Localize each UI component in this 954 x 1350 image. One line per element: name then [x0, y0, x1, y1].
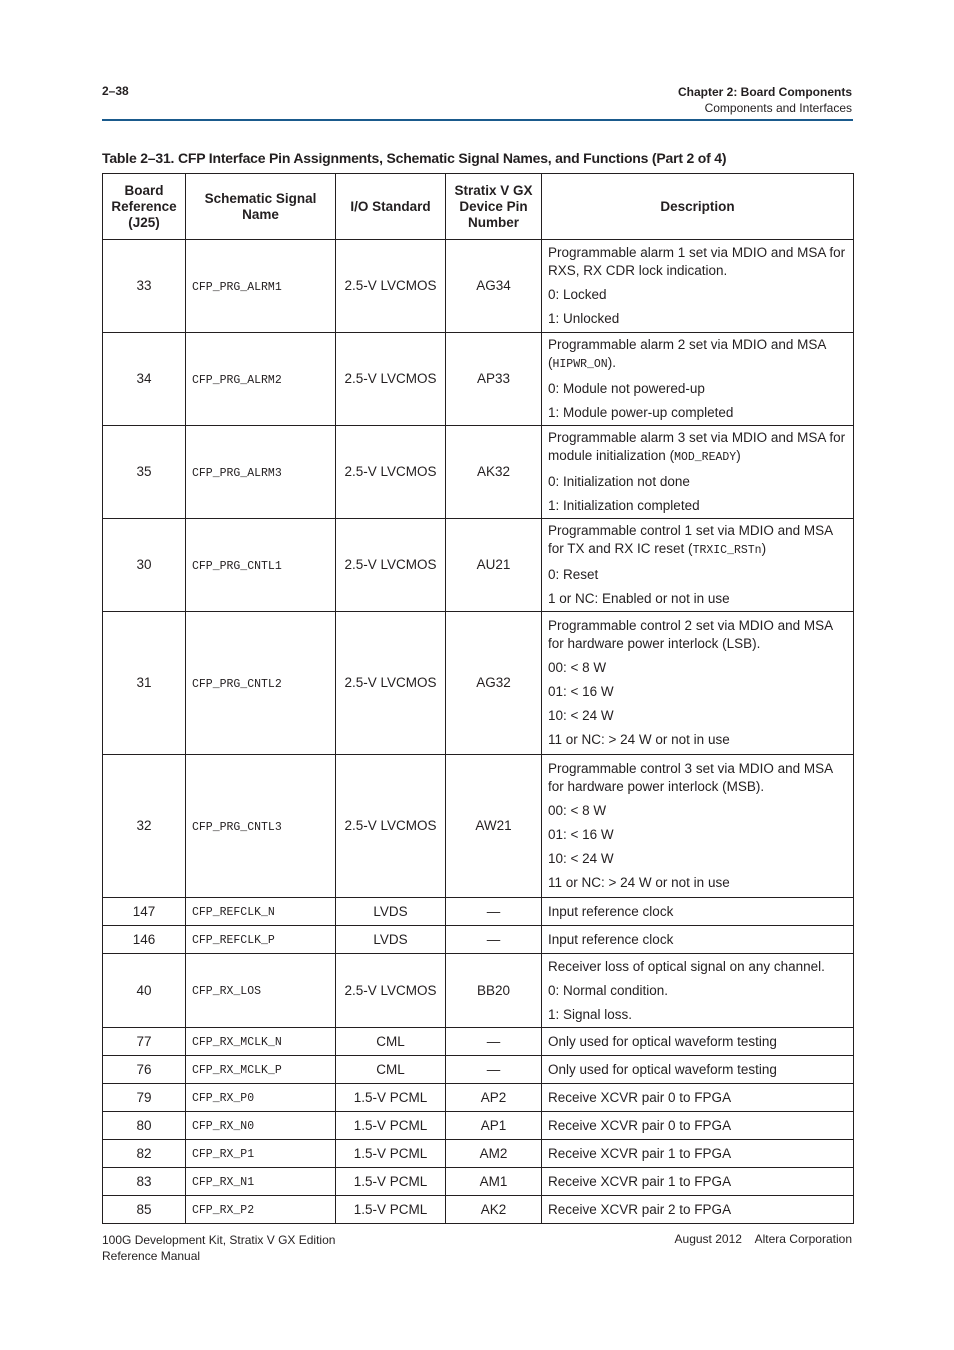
description-line [548, 404, 849, 422]
description-text: 10: < 24 W [548, 851, 614, 866]
description-line [548, 1058, 849, 1082]
description-text: Programmable control 1 set via MDIO and MSA for TX and RX IC reset ( [548, 523, 833, 556]
description-text: Only used for optical waveform testing [548, 1061, 777, 1077]
col-header-io-standard: I/O Standard [336, 174, 446, 240]
board-reference-cell: 80 [103, 1112, 186, 1140]
device-pin-cell: AG32 [446, 612, 542, 755]
io-standard-cell: 2.5-V LVCMOS [336, 240, 446, 333]
table-caption: Table 2–31. CFP Interface Pin Assignments, Schematic Signal Names, and Functions (Part 2 of 4) [102, 150, 727, 166]
device-pin-cell: AK2 [446, 1196, 542, 1224]
io-standard-cell: 1.5-V PCML [336, 1140, 446, 1168]
signal-name-cell: CFP_RX_MCLK_P [186, 1056, 336, 1084]
description-text: Input reference clock [548, 931, 674, 947]
table-row [103, 954, 854, 1028]
signal-name-cell: CFP_RX_MCLK_N [186, 1028, 336, 1056]
description-line [548, 928, 849, 952]
col-header-signal-name: Schematic Signal Name [186, 174, 336, 240]
description-text: 00: < 8 W [548, 660, 607, 675]
io-standard-cell: 2.5-V LVCMOS [336, 755, 446, 898]
board-reference-cell: 40 [103, 954, 186, 1028]
signal-name-cell: CFP_RX_N0 [186, 1112, 336, 1140]
footer-title-line2: Reference Manual [102, 1249, 201, 1263]
description-text: ) [761, 541, 767, 556]
signal-name-cell: CFP_RX_P0 [186, 1084, 336, 1112]
board-reference-cell: 79 [103, 1084, 186, 1112]
footer-document-title [102, 1232, 335, 1264]
table-row [103, 1056, 854, 1084]
description-line [548, 850, 849, 868]
table-row [103, 898, 854, 926]
description-cell [542, 519, 854, 612]
signal-name-cell: CFP_RX_P2 [186, 1196, 336, 1224]
description-cell [542, 954, 854, 1028]
table-row [103, 1168, 854, 1196]
description-text: 1: Initialization completed [548, 498, 700, 513]
description-line [548, 429, 849, 467]
footer-date: August 2012 [674, 1232, 742, 1246]
description-cell [542, 926, 854, 954]
table-row [103, 333, 854, 426]
device-pin-cell: AU21 [446, 519, 542, 612]
description-text: Receive XCVR pair 0 to FPGA [548, 1117, 732, 1133]
description-text: 0: Normal condition. [548, 982, 669, 998]
description-text: Receive XCVR pair 2 to FPGA [548, 1201, 732, 1217]
board-reference-cell: 82 [103, 1140, 186, 1168]
description-line [548, 522, 849, 560]
table-body [103, 240, 854, 1224]
description-cell [542, 1140, 854, 1168]
description-line [548, 731, 849, 749]
io-standard-cell: LVDS [336, 898, 446, 926]
device-pin-cell: AP33 [446, 333, 542, 426]
table-row [103, 426, 854, 519]
description-cell [542, 1028, 854, 1056]
signal-name-cell: CFP_PRG_CNTL1 [186, 519, 336, 612]
header-rule [102, 119, 853, 121]
signal-code: HIPWR_ON [552, 358, 608, 371]
table-header-row [103, 174, 854, 240]
description-line [548, 590, 849, 608]
description-text: ) [736, 448, 741, 463]
description-cell [542, 1056, 854, 1084]
footer-title-line1: 100G Development Kit, Stratix V GX Edition [102, 1233, 336, 1247]
description-cell [542, 333, 854, 426]
board-reference-cell: 147 [103, 898, 186, 926]
description-cell [542, 898, 854, 926]
description-line [548, 310, 849, 328]
io-standard-cell: 1.5-V PCML [336, 1196, 446, 1224]
table-row [103, 926, 854, 954]
description-line [548, 958, 849, 976]
device-pin-cell: AM1 [446, 1168, 542, 1196]
description-line [548, 1114, 849, 1138]
description-cell [542, 1084, 854, 1112]
description-line [548, 1086, 849, 1110]
description-line [548, 659, 849, 677]
description-text: 10: < 24 W [548, 708, 614, 723]
description-line [548, 826, 849, 844]
description-line [548, 1198, 849, 1222]
table-row [103, 240, 854, 333]
board-reference-cell: 34 [103, 333, 186, 426]
description-line [548, 1170, 849, 1194]
description-cell [542, 1112, 854, 1140]
board-reference-cell: 32 [103, 755, 186, 898]
description-cell [542, 755, 854, 898]
description-text: 1: Module power-up completed [548, 405, 734, 420]
description-line [548, 497, 849, 515]
description-text: Receive XCVR pair 1 to FPGA [548, 1145, 732, 1161]
signal-name-cell: CFP_REFCLK_P [186, 926, 336, 954]
signal-name-cell: CFP_PRG_CNTL2 [186, 612, 336, 755]
description-text: 0: Module not powered-up [548, 381, 705, 396]
io-standard-cell: 2.5-V LVCMOS [336, 426, 446, 519]
signal-code: TRXIC_RSTn [692, 544, 762, 557]
pin-assignment-table [102, 173, 854, 1224]
description-text: Programmable alarm 2 set via MDIO and MSA ( [548, 337, 826, 370]
device-pin-cell: — [446, 1028, 542, 1056]
section-title: Components and Interfaces [704, 101, 852, 115]
signal-name-cell: CFP_PRG_ALRM2 [186, 333, 336, 426]
description-text: 0: Reset [548, 567, 599, 582]
description-text: Programmable alarm 1 set via MDIO and MSA for RXS, RX CDR lock indication. [548, 245, 846, 278]
description-text: Only used for optical waveform testing [548, 1033, 777, 1049]
col-header-board-reference: Board Reference (J25) [103, 174, 186, 240]
description-line [548, 617, 849, 653]
table-row [103, 1028, 854, 1056]
io-standard-cell: 2.5-V LVCMOS [336, 612, 446, 755]
description-line [548, 982, 849, 1000]
board-reference-cell: 77 [103, 1028, 186, 1056]
table-row [103, 1140, 854, 1168]
board-reference-cell: 76 [103, 1056, 186, 1084]
running-header [678, 84, 852, 116]
device-pin-cell: BB20 [446, 954, 542, 1028]
io-standard-cell: LVDS [336, 926, 446, 954]
description-line [548, 874, 849, 892]
signal-name-cell: CFP_PRG_ALRM3 [186, 426, 336, 519]
description-text: 0: Initialization not done [548, 474, 690, 489]
board-reference-cell: 31 [103, 612, 186, 755]
description-line [548, 244, 849, 280]
description-line [548, 1030, 849, 1054]
table-row [103, 755, 854, 898]
description-text: ). [607, 355, 616, 370]
description-text: 1 or NC: Enabled or not in use [548, 591, 730, 606]
device-pin-cell: — [446, 926, 542, 954]
io-standard-cell: 1.5-V PCML [336, 1084, 446, 1112]
device-pin-cell: — [446, 898, 542, 926]
description-text: Receive XCVR pair 1 to FPGA [548, 1173, 732, 1189]
chapter-title: Chapter 2: Board Components [677, 85, 852, 99]
table-row [103, 1112, 854, 1140]
description-text: Programmable alarm 3 set via MDIO and MSA for module initialization ( [548, 430, 846, 463]
description-text: 01: < 16 W [548, 827, 614, 842]
signal-name-cell: CFP_RX_LOS [186, 954, 336, 1028]
board-reference-cell: 85 [103, 1196, 186, 1224]
description-line [548, 1006, 849, 1024]
description-cell [542, 240, 854, 333]
signal-name-cell: CFP_RX_N1 [186, 1168, 336, 1196]
io-standard-cell: 2.5-V LVCMOS [336, 333, 446, 426]
description-line [548, 707, 849, 725]
description-text: 0: Locked [548, 287, 607, 302]
footer-publisher [675, 1232, 852, 1246]
device-pin-cell: AK32 [446, 426, 542, 519]
col-header-device-pin: Stratix V GX Device Pin Number [446, 174, 542, 240]
device-pin-cell: AP2 [446, 1084, 542, 1112]
description-line [548, 473, 849, 491]
board-reference-cell: 33 [103, 240, 186, 333]
board-reference-cell: 83 [103, 1168, 186, 1196]
description-text: 1: Signal loss. [548, 1006, 633, 1022]
col-header-description: Description [542, 174, 854, 240]
description-text: 1: Unlocked [548, 311, 620, 326]
io-standard-cell: CML [336, 1028, 446, 1056]
description-text: Receiver loss of optical signal on any channel. [548, 958, 825, 974]
device-pin-cell: AP1 [446, 1112, 542, 1140]
io-standard-cell: 1.5-V PCML [336, 1112, 446, 1140]
description-text: 11 or NC: > 24 W or not in use [548, 875, 730, 890]
io-standard-cell: CML [336, 1056, 446, 1084]
description-cell [542, 1196, 854, 1224]
board-reference-cell: 30 [103, 519, 186, 612]
device-pin-cell: AM2 [446, 1140, 542, 1168]
description-line [548, 380, 849, 398]
description-text: Programmable control 2 set via MDIO and MSA for hardware power interlock (LSB). [548, 618, 833, 651]
description-line [548, 1142, 849, 1166]
description-cell [542, 426, 854, 519]
signal-name-cell: CFP_RX_P1 [186, 1140, 336, 1168]
description-text: 11 or NC: > 24 W or not in use [548, 732, 730, 747]
table-row [103, 612, 854, 755]
description-line [548, 683, 849, 701]
description-text: 00: < 8 W [548, 803, 607, 818]
table-row [103, 519, 854, 612]
description-text: 01: < 16 W [548, 684, 614, 699]
signal-name-cell: CFP_PRG_ALRM1 [186, 240, 336, 333]
description-cell [542, 1168, 854, 1196]
signal-code: MOD_READY [674, 451, 737, 464]
signal-name-cell: CFP_PRG_CNTL3 [186, 755, 336, 898]
signal-name-cell: CFP_REFCLK_N [186, 898, 336, 926]
io-standard-cell: 2.5-V LVCMOS [336, 954, 446, 1028]
table-row [103, 1084, 854, 1112]
description-line [548, 336, 849, 374]
device-pin-cell: AG34 [446, 240, 542, 333]
footer-company: Altera Corporation [754, 1232, 852, 1246]
description-line [548, 760, 849, 796]
description-cell [542, 612, 854, 755]
description-text: Receive XCVR pair 0 to FPGA [548, 1089, 732, 1105]
description-text: Input reference clock [548, 903, 674, 919]
description-line [548, 802, 849, 820]
io-standard-cell: 1.5-V PCML [336, 1168, 446, 1196]
board-reference-cell: 35 [103, 426, 186, 519]
io-standard-cell: 2.5-V LVCMOS [336, 519, 446, 612]
description-text: Programmable control 3 set via MDIO and MSA for hardware power interlock (MSB). [548, 761, 833, 794]
device-pin-cell: AW21 [446, 755, 542, 898]
page-number: 2–38 [102, 84, 129, 98]
board-reference-cell: 146 [103, 926, 186, 954]
description-line [548, 566, 849, 584]
description-line [548, 286, 849, 304]
description-line [548, 900, 849, 924]
table-row [103, 1196, 854, 1224]
device-pin-cell: — [446, 1056, 542, 1084]
